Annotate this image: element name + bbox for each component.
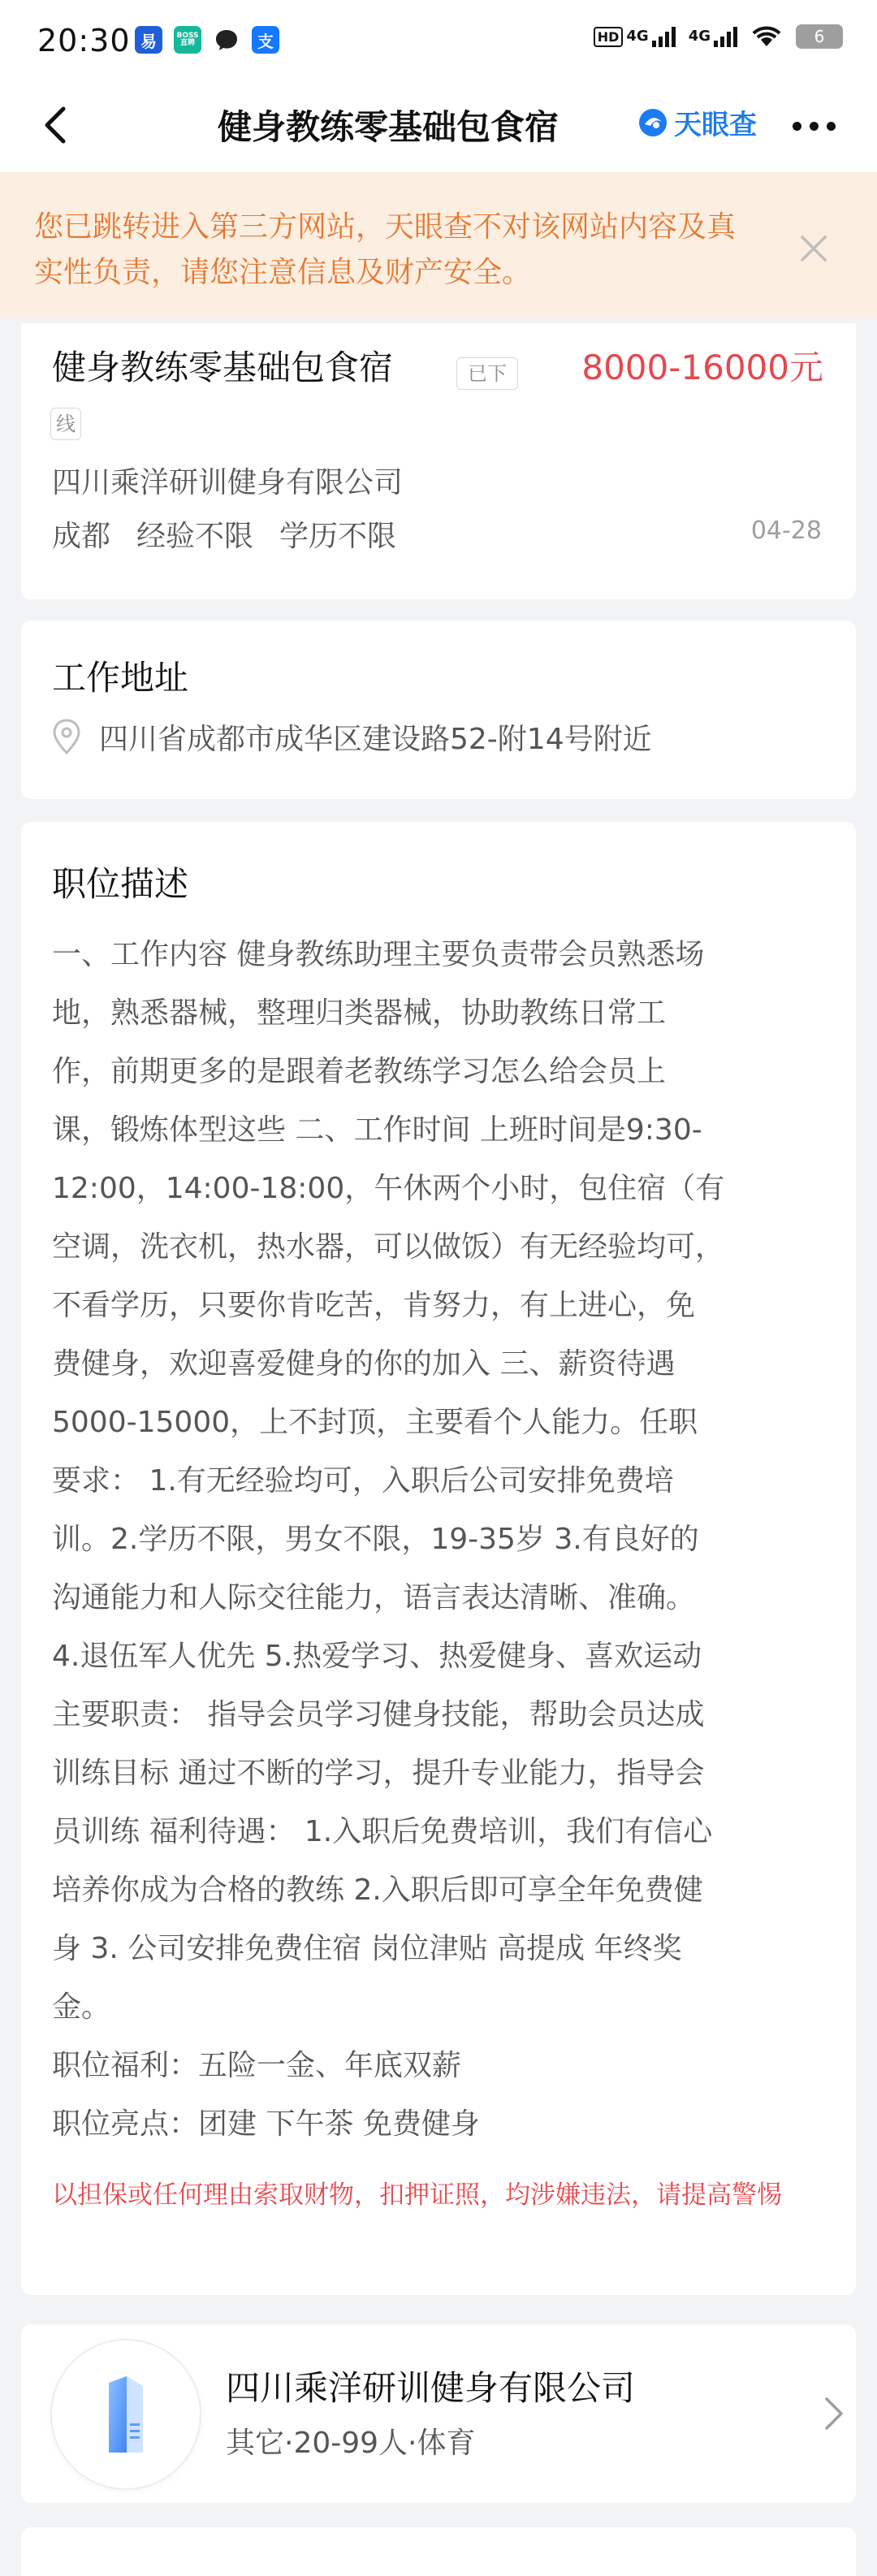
description-line: 4.退伍军人优先 5.热爱学习、热爱健身、喜欢运动	[52, 1640, 702, 1673]
description-line: 地，熟悉器械，整理归类器械，协助教练日常工	[52, 996, 667, 1030]
description-line: 沟通能力和人际交往能力，语言表达清晰、准确。	[52, 1581, 696, 1614]
network-label-left: 4G	[626, 28, 649, 45]
fraud-warning: 以担保或任何理由索取财物，扣押证照，均涉嫌违法，请提高警惕	[52, 2181, 782, 2210]
description-line: 要求： 1.有无经验均可，入职后公司安排免费培	[52, 1464, 674, 1498]
job-requirements	[52, 513, 396, 555]
more-dot-icon	[827, 122, 836, 131]
next-card	[21, 2527, 856, 2576]
close-warning-button[interactable]	[793, 227, 835, 270]
company-name: 四川乘洋研训健身有限公司	[52, 466, 404, 499]
job-summary-card	[21, 323, 856, 599]
brand-name: 天眼查	[674, 109, 757, 141]
description-line: 职位亮点：团建 下午茶 免费健身	[52, 2107, 480, 2141]
company-logo	[52, 2340, 200, 2488]
description-line: 5000-15000，上不封顶，主要看个人能力。任职	[52, 1406, 698, 1439]
warning-text: 您已跳转进入第三方网站，天眼查不对该网站内容及真实性负责，请您注意信息及财产安全。	[34, 210, 737, 289]
section-title: 工作地址	[52, 658, 189, 698]
job-education: 学历不限	[279, 520, 397, 553]
description-line: 训。2.学历不限，男女不限，19-35岁 3.有良好的	[52, 1523, 699, 1556]
salary: 8000-16000元	[581, 348, 823, 387]
back-arrow-icon	[31, 99, 83, 151]
status-indicators	[594, 24, 843, 49]
description-line: 员训练 福利待遇： 1.入职后免费培训，我们有信心	[52, 1815, 713, 1848]
nav-bar	[0, 81, 877, 172]
brand-logo	[637, 102, 757, 142]
more-button[interactable]	[793, 122, 836, 131]
hd-badge: HD	[594, 27, 624, 47]
description-line: 课，锻炼体型这些 二、工作时间 上班时间是9:30-	[52, 1113, 702, 1147]
more-dot-icon	[793, 122, 801, 131]
signal-2	[689, 26, 737, 47]
tianyancha-icon	[637, 106, 669, 139]
company-card[interactable]	[21, 2324, 856, 2503]
description-line: 职位福利：五险一金、年底双薪	[52, 2049, 462, 2082]
description-line: 不看学历，只要你肯吃苦，肯努力，有上进心，免	[52, 1289, 696, 1322]
description-line: 空调，洗衣机，热水器，可以做饭）有无经验均可，	[52, 1230, 725, 1264]
status-app-icons	[135, 26, 279, 54]
more-dot-icon	[810, 122, 819, 131]
location-pin-icon	[49, 718, 84, 757]
description-line: 作，前期更多的是跟着老教练学习怎么给会员上	[52, 1055, 667, 1088]
boss-app-icon: BOSS 直聘	[174, 26, 201, 54]
close-icon	[793, 227, 835, 270]
description-body	[52, 926, 832, 2154]
back-button[interactable]	[31, 99, 83, 151]
post-date: 04-28	[750, 516, 822, 545]
description-line: 金。	[52, 1990, 111, 2024]
app-a-icon: 易	[135, 26, 162, 54]
description-line: 培养你成为合格的教练 2.入职后即可享全年免费健	[52, 1874, 703, 1907]
description-line: 一、工作内容 健身教练助理主要负责带会员熟悉场	[52, 938, 705, 971]
signal-icon	[652, 26, 676, 47]
hd-signal	[594, 26, 676, 47]
network-label-right: 4G	[688, 28, 711, 45]
status-bar	[0, 0, 877, 81]
building-icon	[52, 2340, 200, 2488]
job-title: 健身教练零基础包食宿	[52, 348, 394, 387]
chevron-right-icon	[822, 2394, 846, 2433]
wifi-icon	[750, 24, 783, 49]
description-line: 主要职责： 指导会员学习健身技能，帮助会员达成	[52, 1698, 705, 1731]
chat-icon	[213, 26, 240, 54]
description-line: 12:00，14:00-18:00，午休两个小时，包住宿（有	[52, 1172, 725, 1205]
job-description-card	[21, 822, 856, 2295]
alipay-icon: 支	[252, 26, 279, 54]
company-name: 四川乘洋研训健身有限公司	[226, 2368, 636, 2408]
section-title: 职位描述	[52, 864, 189, 904]
description-line: 训练目标 通过不断的学习，提升专业能力，指导会	[52, 1757, 705, 1790]
description-line: 身 3. 公司安排免费住宿 岗位津贴 高提成 年终奖	[52, 1932, 682, 1965]
third-party-warning-banner	[0, 172, 877, 318]
page-title: 健身教练零基础包食宿	[218, 107, 559, 147]
company-meta: 其它·20-99人·体育	[226, 2427, 476, 2460]
status-badge: 已下	[456, 357, 518, 390]
description-line: 费健身，欢迎喜爱健身的你的加入 三、薪资待遇	[52, 1347, 676, 1381]
work-address-card	[21, 620, 856, 799]
address-row[interactable]	[49, 716, 652, 758]
job-experience: 经验不限	[136, 520, 254, 553]
status-time: 20:30	[37, 23, 131, 58]
status-badge-continuation: 线	[50, 408, 81, 440]
job-city: 成都	[52, 520, 111, 553]
battery-icon: 6	[796, 24, 843, 49]
signal-icon	[714, 26, 737, 47]
address-text: 四川省成都市成华区建设路52-附14号附近	[99, 723, 652, 756]
